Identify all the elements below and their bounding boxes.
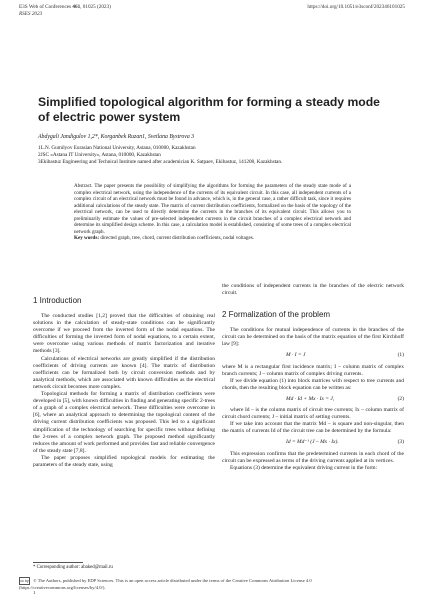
equation-2-body: Md · Id + Mx · Ix = J, — [286, 395, 335, 402]
conference-name: RSES 2023 — [19, 11, 43, 17]
formal-paragraph-6: This expression confirms that the predetermined currents in each chord of the circuit can be expressed as terms of the driving currents applied at its vertices. — [222, 450, 404, 464]
formal-paragraph-2: where M is a rectangular first incidence matrix; I – column matrix of complex branch currents; J – column matrix of complex driving currents. — [222, 363, 404, 377]
affiliations — [38, 145, 398, 167]
right-column — [222, 283, 404, 472]
keywords-label: Key words: — [74, 235, 100, 242]
page-number: 1 — [33, 590, 36, 595]
abstract-label: Abstract. — [74, 183, 93, 189]
section-heading-introduction: 1 Introduction — [33, 296, 82, 305]
intro-paragraph-1: The conducted studies [1,2] proved that the difficulties of obtaining real solutions in the calculation of steady-state conditions can be significantly overcome if we proceed from the inverted form of the nodal equations. The difficulties of forming the inverted form of nodal equations, to a certain extent, were overcome using various methods of matrix factorization and iterative methods [3]. — [33, 313, 215, 355]
abstract-block — [74, 183, 351, 242]
formal-paragraph-1: The conditions for mutual independence of currents in the branches of the circuit can be determined on the basis of the matrix equation of the first Kirchhoff law [9]: — [222, 327, 404, 348]
equation-1-body: M · I = J — [286, 352, 306, 359]
footnote-divider — [33, 562, 83, 563]
intro-paragraph-4: The paper proposes simplified topological models for estimating the parameters of the steady state, using — [33, 454, 215, 468]
license-footer — [19, 577, 405, 591]
intro-paragraph-3: Topological methods for forming a matrix of distribution coefficients were developed in [5], with known difficulties in finding and generating specific 2-trees of a graph of a complex electrical network. These difficulties were overcome in [6], where an analytical approach to determining the topological content of the driving current distribution coefficients was proposed. This led to a significant simplification of the technology of searching for specific trees without defining the 2-trees of a complex network graph. The proposed method significantly reduces the amount of work performed and provides fast and reliable convergence of the steady state [7,8]. — [33, 391, 215, 454]
affiliation-1: 1L.N. Gumilyov Eurasian National University, Astana, 010000, Kazakhstan — [38, 145, 196, 151]
keywords-text: directed graph, tree, chord, current distribution coefficients, nodal voltages. — [100, 235, 254, 242]
intro-continuation: the conditions of independent currents in the branches of the electric network circuit. — [222, 283, 404, 297]
equation-2-number: (2) — [397, 395, 404, 402]
formal-paragraph-5: If we take into account that the matrix Md – is square and non-singular, then the matrix of currents Id of the circuit tree can be determined by the formula: — [222, 421, 404, 435]
paper-title: Simplified topological algorithm for forming a steady mode of electric power system — [38, 95, 380, 124]
affiliation-3: 3Ekibastuz Engineering and Technical Institute named after academician K. Satpaev, Ekibastuz, 141208, Kazakhstan. — [38, 159, 283, 166]
equation-2 — [222, 396, 404, 403]
running-header — [19, 4, 405, 18]
license-line-1: © The Authors, published by EDP Sciences. This is an open access article distributed under the terms of the Creative Commons Attribution License 4.0 — [33, 578, 312, 584]
article-number: , 01025 (2023) — [80, 4, 111, 10]
corresponding-author-footnote: * Corresponding author: abaked@mail.ru — [33, 565, 113, 570]
journal-name: E3S Web of Conferences — [19, 4, 72, 10]
equation-1 — [222, 352, 404, 359]
equation-1-number: (1) — [397, 352, 404, 359]
formal-paragraph-3: If we divide equation (1) into block matrices with respect to tree currents and chords, then the resulting block equation can be written as: — [222, 377, 404, 391]
intro-paragraph-2: Calculations of electrical networks are greatly simplified if the distribution coefficients of driving currents are known [4]. The matrix of distribution coefficients can be formalized both by circuit conversion methods and by analytical methods, which are associated with known difficulties as the electrical network circuit becomes more complex. — [33, 355, 215, 390]
journal-volume: 461 — [72, 4, 81, 10]
abstract-text: The paper presents the possibility of simplifying the algorithms for forming the parameters of the steady state mode of a complex electrical network, using the independence of the currents of its equivalent circuit. In this case, all independent currents of a complex circuit of an electrical network must be found in advance, which is, in the general case, a rather difficult task, since it requires additional calculations of the steady state. The matrix of current distribution coefficients, formalized on the basis of the topology of the electrical network, can be used to directly determine the currents in the branches of its equivalent circuit. This allows you to preliminarily estimate the values of pre-selected independent currents in the circuit branches of a complex electrical network and determine its simplified design scheme. In this case, a calculation model is established, consisting of some trees of a complex electrical network graph. — [74, 183, 351, 235]
doi-link[interactable]: https://doi.org/10.1051/e3sconf/202346101025 — [307, 4, 405, 10]
equation-3-number: (3) — [397, 439, 404, 446]
license-line-2[interactable]: (https://creativecommons.org/licenses/by/4.0/). — [19, 585, 106, 590]
creative-commons-icon: cc by — [20, 579, 29, 583]
formal-paragraph-7: Equations (3) determine the equivalent driving current in the form: — [230, 464, 378, 471]
section-heading-formalization: 2 Formalization of the problem — [222, 310, 331, 320]
author-list: Abdygali Jandigulov 1,2*, Korganbek Ruzan1, Svetlana Bystrova 3 — [38, 134, 195, 140]
affiliation-2: 2JSC «Astana IT University», Astana, 010000, Kazakhstan — [38, 152, 161, 159]
formal-paragraph-4: where Id – is the column matrix of circuit tree currents; Ix – column matrix of circuit chord currents; J – initial matrix of setting currents. — [222, 407, 404, 421]
equation-3 — [222, 439, 404, 446]
equation-3-body: Id = Md⁻¹ (J – Mx · Ix). — [286, 439, 339, 446]
left-column — [33, 286, 215, 469]
